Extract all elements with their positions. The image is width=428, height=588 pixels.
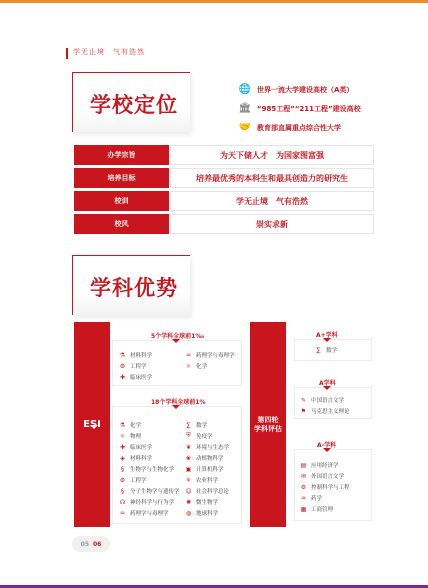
subject-item — [184, 362, 207, 370]
panel-title: A学科 — [319, 380, 336, 387]
flag-icon: ⚑ — [300, 407, 307, 415]
subject-name: 地球科学 — [196, 511, 219, 517]
panel-arrow-icon — [172, 339, 180, 343]
discipline-evaluation-bar — [250, 322, 286, 527]
panel-arrow-icon — [323, 448, 331, 452]
material-icon: ◈ — [120, 454, 125, 462]
subject-name: 工程学 — [130, 478, 147, 484]
earth-icon: ◍ — [185, 509, 192, 517]
subject-item — [118, 454, 152, 462]
subject-item — [184, 487, 229, 495]
row-label: 办学宗旨 — [74, 145, 169, 165]
panel-arrow-icon — [172, 405, 180, 409]
row-label: 校风 — [74, 214, 169, 234]
subject-name: 药理学与毒理学 — [196, 353, 235, 359]
subject-name: 外国语言文学 — [311, 474, 345, 480]
subject-name: 动植物科学 — [196, 456, 224, 462]
row-value: 学无止境 气有浩然 — [170, 191, 374, 211]
subject-item — [118, 351, 152, 359]
feature-text: 世界一流大学建设高校（A类） — [257, 85, 354, 94]
book-icon: ✎ — [300, 396, 307, 404]
subject-item — [118, 487, 180, 495]
subject-item — [118, 476, 147, 484]
panel-arrow-icon — [323, 386, 331, 390]
subject-name: 中国语言文学 — [311, 398, 345, 404]
esi-label: ESI — [83, 419, 101, 430]
subject-name: 药学 — [311, 496, 323, 502]
subject-name: 神经科学与行为学 — [130, 500, 175, 506]
info-table — [74, 145, 374, 237]
subject-name: 数学 — [196, 423, 208, 429]
subject-item — [299, 483, 350, 491]
page-numbers — [72, 536, 110, 552]
subject-item — [118, 443, 152, 451]
esi-arrow-icon — [90, 425, 98, 429]
globe-icon: 🌐 — [238, 84, 252, 95]
subject-item — [184, 476, 218, 484]
gear-icon: ⚙ — [119, 362, 126, 370]
subject-name: 临床医学 — [130, 375, 153, 381]
subject-name: 工程学 — [130, 364, 147, 370]
subject-name: 免疫学 — [196, 434, 213, 440]
subject-name: 马克思主义理论 — [311, 409, 350, 415]
math-icon: ∑ — [186, 421, 191, 429]
molecule-icon: ⚛ — [185, 362, 192, 370]
subject-item — [314, 346, 337, 354]
subject-name: 农业科学 — [196, 478, 219, 484]
subject-item — [299, 396, 344, 404]
subject-name: 控制科学与工程 — [311, 485, 350, 491]
subject-item — [184, 509, 218, 517]
table-row — [74, 191, 374, 211]
pill-icon: ♒ — [185, 351, 192, 359]
panel-title: A-学科 — [317, 442, 337, 449]
subject-name: 化学 — [130, 423, 142, 429]
microbe-icon: ✺ — [185, 498, 192, 506]
subject-item — [184, 465, 224, 473]
briefcase-icon: ▦ — [300, 505, 307, 513]
subject-item — [184, 421, 207, 429]
language-icon: ✉ — [300, 472, 307, 480]
subject-item — [184, 443, 229, 451]
wheat-icon: ⚘ — [185, 476, 192, 484]
subject-item — [118, 509, 169, 517]
flask-icon: ⚗ — [119, 421, 126, 429]
feature-item — [238, 99, 361, 118]
section-title: 学科优势 — [90, 276, 178, 300]
subject-name: 应用经济学 — [311, 463, 339, 469]
panel-title: 5个学科全球前1‰ — [151, 333, 204, 340]
atom-icon: ⚛ — [119, 432, 126, 440]
feature-item — [238, 80, 361, 99]
subject-item — [299, 461, 339, 469]
shield-icon: ⛨ — [186, 432, 191, 439]
table-row — [74, 214, 374, 234]
panel-title: A+学科 — [316, 332, 338, 339]
subject-item — [184, 498, 218, 506]
subject-item — [299, 494, 322, 502]
row-label: 校训 — [74, 191, 169, 211]
top-accent-bar — [0, 0, 428, 3]
subject-name: 环境与生态学 — [196, 445, 230, 451]
medical-icon: ✚ — [119, 373, 126, 381]
computer-icon: ▣ — [185, 465, 192, 473]
subject-item — [118, 421, 141, 429]
subject-item — [118, 432, 141, 440]
subject-item — [118, 373, 152, 381]
handshake-icon: 🤝 — [238, 122, 252, 133]
dna-icon: § — [121, 465, 124, 473]
feature-item — [238, 118, 361, 137]
subject-name: 物理 — [130, 434, 142, 440]
row-label: 培养目标 — [74, 168, 169, 188]
panel-title: 18个学科全球前1% — [151, 399, 206, 406]
section-title-positioning: 学校定位 — [90, 93, 178, 117]
subject-item — [184, 432, 213, 440]
page-number-right: 06 — [93, 540, 102, 548]
flask-icon: ⚗ — [119, 351, 126, 359]
header-mark — [66, 48, 68, 59]
subject-item — [299, 472, 344, 480]
row-value: 崇实求新 — [170, 214, 374, 234]
table-row — [74, 145, 374, 165]
header-motto: 学无止境 气有浩然 — [73, 48, 145, 56]
subject-item — [118, 465, 174, 473]
page-number-left: 05 — [80, 540, 89, 548]
feature-text: “985工程”“211工程”建设高校 — [257, 104, 361, 113]
subject-name: 计算机科学 — [196, 467, 224, 473]
gear-icon: ⚙ — [119, 476, 126, 484]
evaluation-label: 第四轮 学科评估 — [254, 415, 282, 433]
dna-icon: § — [121, 487, 124, 495]
table-row — [74, 168, 374, 188]
feature-list — [238, 80, 361, 137]
subject-name: 材料科学 — [130, 456, 153, 462]
pill-icon: ♒ — [119, 509, 126, 517]
leaf-icon: ❦ — [185, 443, 192, 451]
row-value: 为天下储人才 为国家图富强 — [170, 145, 374, 165]
subject-item — [299, 505, 333, 513]
subject-name: 化学 — [196, 364, 208, 370]
subject-name: 药理学与毒理学 — [130, 511, 169, 517]
subject-item — [299, 407, 350, 415]
medical-icon: ✚ — [119, 443, 126, 451]
subject-name: 社会科学总论 — [196, 489, 230, 495]
subject-name: 生物学与生物化学 — [130, 467, 175, 473]
feature-text: 教育部直属重点综合性大学 — [257, 123, 341, 132]
subject-item — [118, 498, 174, 506]
row-value: 培养最优秀的本科生和最具创造力的研究生 — [170, 168, 374, 188]
people-icon: ☺ — [185, 487, 192, 495]
control-icon: ⚙ — [300, 483, 307, 491]
subject-item — [118, 362, 147, 370]
math-icon: ∑ — [316, 346, 321, 354]
subject-name: 微生物学 — [196, 500, 219, 506]
subject-name: 分子生物学与遗传学 — [130, 489, 180, 495]
chart-icon: ▤ — [300, 461, 307, 469]
subject-name: 数学 — [326, 348, 338, 354]
subject-name: 工商管理 — [311, 507, 334, 513]
panel-arrow-icon — [323, 338, 331, 342]
brain-icon: ☊ — [119, 498, 126, 506]
subject-name: 临床医学 — [130, 445, 153, 451]
building-icon: 🏛 — [238, 103, 252, 114]
subject-name: 材料科学 — [130, 353, 153, 359]
paw-icon: ❀ — [185, 454, 192, 462]
subject-item — [184, 454, 224, 462]
subject-item — [184, 351, 235, 359]
pill-icon: ♒ — [300, 494, 307, 502]
